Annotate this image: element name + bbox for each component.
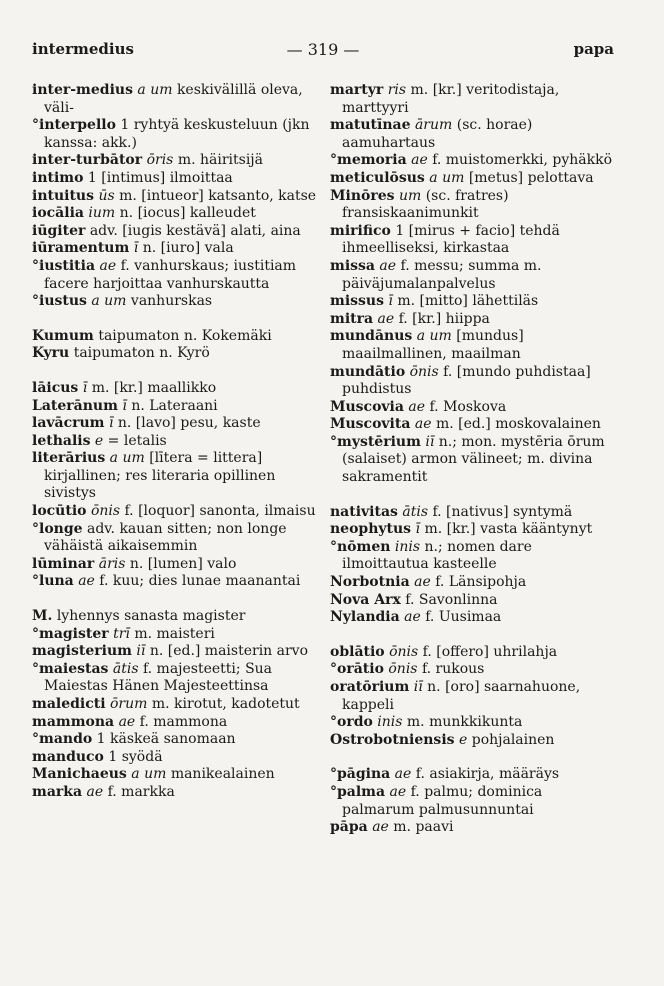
definition: f. vanhurskaus; iustitiam facere harjoittaa vanhurskautta — [44, 257, 297, 292]
dictionary-entry — [32, 766, 318, 784]
dictionary-entry — [330, 416, 616, 434]
grammar-ending: ae — [86, 783, 104, 800]
headword: literārius — [32, 450, 106, 467]
definition: f. Länsipohja — [435, 574, 527, 591]
headword: Muscovita — [330, 416, 411, 433]
definition: f. palmu; dominica palmarum palmusunnuntai — [342, 783, 543, 818]
definition: f. [mundo puhdistaa] puhdistus — [342, 363, 591, 398]
headword: missa — [330, 257, 375, 274]
grammar-ending: ōnis — [90, 503, 121, 520]
headword: °orātio — [330, 661, 384, 678]
headword: °maiestas — [32, 660, 109, 677]
section-gap — [32, 363, 318, 380]
grammar-ending: ī — [82, 379, 88, 396]
headword: °interpello — [32, 117, 116, 134]
grammar-ending: a um — [416, 328, 452, 345]
grammar-ending: a um — [109, 450, 145, 467]
definition: pohjalainen — [471, 731, 555, 748]
headword: Ostrobotniensis — [330, 731, 455, 748]
headword: Kyru — [32, 345, 70, 362]
definition: 1 [mirus + facio] tehdä ihmeelliseksi, kirkastaa — [342, 222, 560, 257]
dictionary-entry — [32, 117, 318, 152]
definition: f. asiakirja, määräys — [415, 766, 560, 783]
dictionary-entry — [32, 82, 318, 117]
headword: lethalis — [32, 432, 91, 449]
definition: n. [ed.] maisterin arvo — [149, 643, 309, 660]
headword: marka — [32, 783, 83, 800]
definition: f. muistomerkki, pyhäkkö — [432, 152, 613, 169]
grammar-ending: ōrum — [109, 696, 148, 712]
grammar-ending: iī — [136, 643, 146, 660]
definition: n. [oro] saarnahuone, kappeli — [342, 679, 581, 713]
headword: Kumum — [32, 327, 94, 344]
dictionary-entry — [32, 433, 318, 451]
headword: meticulōsus — [330, 169, 425, 186]
dictionary-entry — [32, 643, 318, 661]
headword: M. — [32, 608, 53, 625]
headword: °longe — [32, 520, 83, 537]
definition: adv. [iugis kestävä] alati, aina — [89, 222, 301, 239]
dictionary-entry — [330, 328, 616, 363]
headword: matutīnae — [330, 117, 411, 134]
grammar-ending: ūs — [98, 187, 115, 204]
grammar-ending: ārum — [414, 117, 453, 134]
headword: °nōmen — [330, 538, 391, 555]
dictionary-entry — [32, 345, 318, 363]
grammar-ending: ae — [379, 257, 397, 274]
headword: oblātio — [330, 643, 385, 660]
dictionary-entry — [32, 503, 318, 521]
headword: martyr — [330, 82, 384, 98]
definition: m. [mitto] lähettiläs — [397, 293, 539, 310]
dictionary-entry — [32, 398, 318, 416]
headword: °iustitia — [32, 257, 96, 274]
grammar-ending: ī — [108, 415, 114, 432]
definition: m. [kr.] vasta kääntynyt — [424, 521, 593, 538]
grammar-ending: ī — [388, 293, 393, 310]
dictionary-entry — [330, 258, 616, 293]
definition: (sc. horae) aamuhartaus — [342, 117, 533, 151]
definition: 1 ryhtyä keskusteluun (jkn kanssa: akk.) — [44, 117, 310, 151]
dictionary-entry — [330, 732, 616, 750]
dictionary-entry — [330, 714, 616, 732]
definition: taipumaton n. Kokemäki — [98, 327, 272, 344]
grammar-ending: ōnis — [389, 643, 419, 660]
dictionary-entry — [330, 152, 616, 170]
dictionary-entry — [32, 380, 318, 398]
headword: neophytus — [330, 521, 412, 538]
headword: maledicti — [32, 696, 106, 712]
definition: f. Savonlinna — [405, 591, 498, 608]
definition: f. [kr.] hiippa — [398, 310, 490, 327]
headword: Norbotnia — [330, 574, 410, 591]
definition: f. Uusimaa — [425, 609, 502, 626]
section-gap — [330, 627, 616, 644]
headword: °magister — [32, 625, 109, 642]
grammar-ending: a um — [429, 169, 465, 186]
definition: [mundus] maailmallinen, maailman — [342, 328, 524, 362]
definition: n. [iuro] vala — [142, 240, 234, 257]
definition: n.; nomen dare ilmoittautua kasteelle — [342, 538, 532, 573]
headword: lāicus — [32, 379, 79, 396]
dictionary-entry — [32, 415, 318, 433]
section-gap — [32, 591, 318, 608]
definition: m. kirotut, kadotetut — [151, 696, 300, 712]
grammar-ending: ae — [414, 574, 431, 591]
dictionary-entry — [330, 574, 616, 592]
dictionary-entry — [330, 311, 616, 329]
grammar-ending: ae — [404, 609, 421, 626]
dictionary-entry — [330, 784, 616, 819]
headword: °mystērium — [330, 433, 421, 450]
section-gap — [32, 311, 318, 328]
dictionary-entry — [330, 293, 616, 311]
definition: m. [kr.] maallikko — [91, 379, 217, 396]
headword: °luna — [32, 573, 74, 590]
grammar-ending: ae — [118, 713, 136, 730]
definition: f. markka — [107, 783, 175, 800]
grammar-ending: ae — [394, 766, 412, 783]
definition: m. paavi — [393, 819, 454, 836]
definition: f. mammona — [139, 713, 228, 730]
headword: °pāgina — [330, 766, 391, 783]
grammar-ending: e — [458, 731, 468, 748]
headword: mammona — [32, 713, 115, 730]
dictionary-entry — [32, 784, 318, 802]
definition: f. [loquor] sanonta, ilmaisu — [124, 503, 316, 520]
dictionary-entry — [330, 592, 616, 610]
dictionary-entry — [330, 223, 616, 258]
definition: manikealainen — [170, 766, 275, 783]
headword: mirifico — [330, 222, 391, 239]
definition: m. häiritsijä — [177, 152, 263, 169]
grammar-ending: ae — [377, 310, 395, 327]
definition: m. [kr.] veritodistaja, marttyyri — [342, 82, 560, 116]
definition: n. [iocus] kalleudet — [119, 205, 256, 222]
definition: [metus] pelottava — [468, 169, 594, 186]
headword: magisterium — [32, 643, 132, 660]
headword: Nova Arx — [330, 591, 401, 608]
headword: Manichaeus — [32, 766, 127, 783]
definition: n.; mon. mystēria ōrum (salaiset) armon välineet; m. divina sakramentit — [342, 433, 605, 486]
grammar-ending: ī — [415, 521, 420, 538]
grammar-ending: ōnis — [388, 661, 418, 678]
dictionary-entry — [32, 205, 318, 223]
definition: lyhennys sanasta magister — [56, 608, 246, 625]
definition: 1 [intimus] ilmoittaa — [87, 169, 233, 186]
dictionary-entry — [32, 556, 318, 574]
grammar-ending: ae — [414, 416, 432, 433]
definition: m. [ed.] moskovalainen — [435, 416, 601, 433]
grammar-ending: ōnis — [409, 363, 439, 380]
headword: °palma — [330, 783, 386, 800]
grammar-ending: a um — [137, 82, 173, 98]
definition: f. [nativus] syntymä — [432, 503, 573, 520]
dictionary-entry — [32, 258, 318, 293]
dictionary-entry — [330, 521, 616, 539]
headword: mitra — [330, 310, 374, 327]
headword: manduco — [32, 748, 104, 765]
headword: intuitus — [32, 187, 94, 204]
definition: f. [offero] uhrilahja — [422, 643, 558, 660]
dictionary-entry — [32, 328, 318, 346]
grammar-ending: ris — [387, 82, 407, 98]
definition: n. [lumen] valo — [129, 555, 237, 572]
headword: mundānus — [330, 328, 413, 345]
headword: nativitas — [330, 503, 398, 520]
grammar-ending: ium — [88, 205, 116, 222]
headword: Nylandia — [330, 609, 400, 626]
definition: f. rukous — [421, 661, 485, 678]
dictionary-entry — [32, 223, 318, 241]
grammar-ending: ōris — [146, 152, 174, 169]
grammar-ending: ī — [122, 397, 127, 414]
headword: iocālia — [32, 205, 84, 222]
dictionary-entry — [330, 399, 616, 417]
definition: f. majesteetti; Sua Maiestas Hänen Majesteettinsa — [44, 660, 273, 695]
headword: intimo — [32, 169, 84, 186]
definition: adv. kauan sitten; non longe vähäistä aikaisemmin — [44, 520, 287, 555]
dictionary-entry — [32, 749, 318, 767]
headword: inter-turbātor — [32, 152, 143, 169]
section-gap — [330, 749, 616, 766]
dictionary-entry — [32, 293, 318, 311]
definition: taipumaton n. Kyrö — [73, 345, 210, 362]
headword: Laterānum — [32, 397, 118, 414]
dictionary-entry — [32, 188, 318, 206]
definition: f. Moskova — [429, 398, 507, 415]
dictionary-entry — [330, 766, 616, 784]
grammar-ending: ātis — [402, 503, 429, 520]
dictionary-entry — [32, 626, 318, 644]
dictionary-entry — [330, 364, 616, 399]
grammar-ending: ae — [408, 398, 426, 415]
grammar-ending: um — [398, 187, 422, 204]
dictionary-entry — [32, 573, 318, 591]
grammar-ending: iī — [425, 433, 435, 450]
grammar-ending: inis — [394, 538, 421, 555]
dictionary-entry — [330, 539, 616, 574]
definition: [lītera = littera] kirjallinen; res literaria opillinen sivistys — [44, 450, 276, 502]
right-column — [330, 82, 616, 837]
grammar-ending: inis — [377, 714, 403, 731]
headword: °iustus — [32, 293, 87, 310]
dictionary-entry — [330, 819, 616, 837]
grammar-ending: ae — [78, 573, 95, 590]
dictionary-entry — [330, 609, 616, 627]
headword: °ordo — [330, 714, 373, 731]
definition: (sc. fratres) fransiskaanimunkit — [342, 187, 509, 222]
dictionary-entry — [330, 188, 616, 223]
grammar-ending: ae — [372, 819, 389, 836]
dictionary-entry — [32, 661, 318, 696]
headword: pāpa — [330, 819, 368, 836]
grammar-ending: a um — [131, 766, 167, 783]
dictionary-entry — [330, 82, 616, 117]
dictionary-entry — [330, 117, 616, 152]
dictionary-entry — [32, 714, 318, 732]
grammar-ending: ae — [411, 152, 428, 169]
definition: f. messu; summa m. päiväjumalanpalvelus — [342, 257, 542, 292]
grammar-ending: ae — [99, 257, 117, 274]
headword: oratōrium — [330, 679, 410, 695]
definition: m. [intueor] katsanto, katse — [119, 187, 317, 204]
dictionary-entry — [330, 644, 616, 662]
dictionary-entry — [32, 696, 318, 714]
grammar-ending: ātis — [112, 660, 139, 677]
grammar-ending: ī — [133, 240, 139, 257]
grammar-ending: ae — [389, 783, 407, 800]
header-guideword-right: papa — [573, 40, 614, 58]
definition: n. [lavo] pesu, kaste — [117, 415, 261, 432]
dictionary-entry — [32, 521, 318, 556]
grammar-ending: āris — [98, 555, 126, 572]
dictionary-entry — [330, 434, 616, 487]
dictionary-entry — [330, 504, 616, 522]
headword: Muscovia — [330, 398, 404, 415]
headword: mundātio — [330, 363, 406, 380]
left-column — [32, 82, 318, 802]
grammar-ending: trī — [113, 625, 130, 642]
dictionary-entry — [32, 731, 318, 749]
headword: inter-medius — [32, 82, 133, 98]
definition: keskivälillä oleva, väli- — [44, 82, 303, 116]
dictionary-entry — [330, 679, 616, 714]
dictionary-entry — [32, 608, 318, 626]
grammar-ending: e — [94, 432, 104, 449]
definition: 1 syödä — [108, 748, 163, 765]
headword: Minōres — [330, 187, 395, 204]
definition: n. Lateraani — [131, 397, 218, 414]
dictionary-entry — [330, 170, 616, 188]
page-header — [32, 40, 614, 62]
grammar-ending: iī — [413, 679, 423, 695]
headword: iūramentum — [32, 240, 130, 257]
headword: iūgiter — [32, 222, 86, 239]
dictionary-entry — [32, 152, 318, 170]
definition: m. maisteri — [134, 625, 215, 642]
header-guideword-left: intermedius — [32, 40, 134, 58]
dictionary-entry — [32, 170, 318, 188]
definition: f. kuu; dies lunae maanantai — [99, 573, 301, 590]
dictionary-entry — [32, 240, 318, 258]
grammar-ending: a um — [91, 293, 127, 310]
definition: = letalis — [107, 432, 167, 449]
section-gap — [330, 487, 616, 504]
headword: locūtio — [32, 503, 87, 520]
page-number: — 319 — — [286, 40, 360, 59]
dictionary-entry — [32, 450, 318, 503]
headword: lūminar — [32, 555, 95, 572]
headword: °memoria — [330, 152, 407, 169]
definition: 1 käskeä sanomaan — [96, 731, 236, 748]
headword: lavācrum — [32, 415, 105, 432]
definition: vanhurskas — [130, 293, 213, 310]
headword: °mando — [32, 731, 93, 748]
headword: missus — [330, 293, 384, 310]
dictionary-entry — [330, 661, 616, 679]
definition: m. munkkikunta — [406, 714, 523, 731]
